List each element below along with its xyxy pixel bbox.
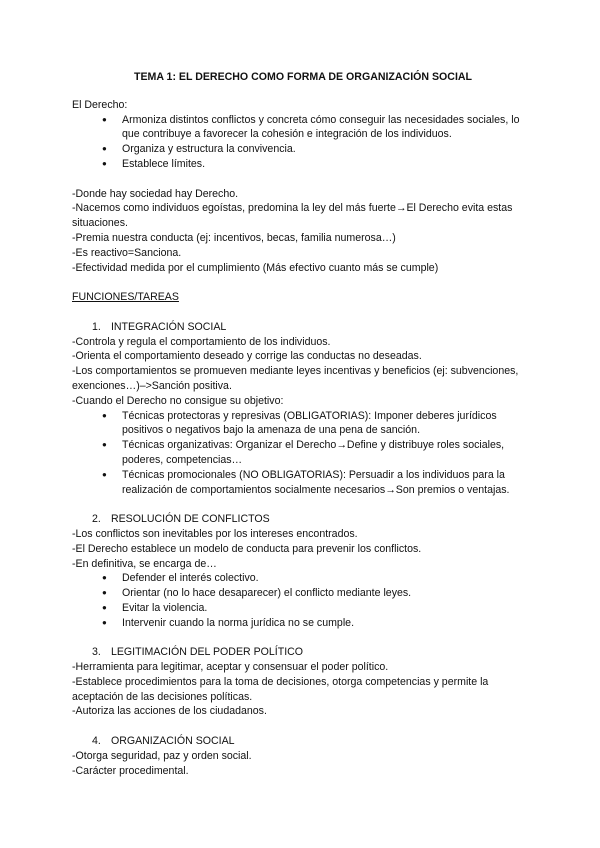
- section-bullet: ● Técnicas organizativas: Organizar el Derecho→Define y distribuye roles sociales, poderes, competencias…: [108, 438, 534, 468]
- section-line: -Orienta el comportamiento deseado y corrige las conductas no deseadas.: [72, 350, 422, 363]
- intro-bullet: ● Organiza y estructura la convivencia.: [108, 142, 534, 157]
- section-line: -Herramienta para legitimar, aceptar y consensuar el poder político.: [72, 661, 389, 674]
- section-line: -En definitiva, se encarga de…: [72, 557, 217, 570]
- section-line: -El Derecho establece un modelo de conducta para prevenir los conflictos.: [72, 542, 422, 555]
- section-line: -Establece procedimientos para la toma de decisiones, otorga competencias y permite la aceptación de las decisiones políticas.: [72, 675, 489, 703]
- note-line: -Efectividad medida por el cumplimiento (Más efectivo cuanto más se cumple): [72, 261, 439, 274]
- section-bullet: ● Evitar la violencia.: [108, 601, 534, 616]
- section-line: -Autoriza las acciones de los ciudadanos.: [72, 705, 267, 718]
- section-heading-legitimacion: [72, 645, 534, 660]
- note-line: -Es reactivo=Sanciona.: [72, 246, 182, 259]
- intro-bullet-list: [72, 113, 534, 172]
- section-title: RESOLUCIÓN DE CONFLICTOS: [110, 513, 270, 526]
- intro-bullet: ● Establece límites.: [108, 157, 534, 172]
- section-number: 1.: [92, 320, 101, 333]
- section-line: -Otorga seguridad, paz y orden social.: [72, 749, 252, 762]
- section-bullet: ● Defender el interés colectivo.: [108, 571, 534, 586]
- section-number: 4.: [92, 735, 101, 748]
- note-line: -Nacemos como individuos egoístas, predomina la ley del más fuerte→El Derecho evita estas situaciones.: [72, 202, 513, 230]
- section-title: LEGITIMACIÓN DEL PODER POLÍTICO: [110, 646, 304, 659]
- section-bullet-list: [72, 409, 534, 498]
- section-bullet: ● Técnicas promocionales (NO OBLIGATORIAS): Persuadir a los individuos para la realización de comportamientos socialmente necesarios→Son premios o ventajas.: [108, 468, 534, 498]
- section-number: 3.: [92, 646, 101, 659]
- intro-bullet: ● Armoniza distintos conflictos y concreta cómo conseguir las necesidades sociales, lo que contribuye a favorecer la cohesión e integración de los individuos.: [108, 113, 534, 143]
- section-line: -Los conflictos son inevitables por los intereses encontrados.: [72, 527, 358, 540]
- section-title: ORGANIZACIÓN SOCIAL: [110, 735, 235, 748]
- section-heading-organizacion: [72, 734, 534, 749]
- section-line: -Controla y regula el comportamiento de los individuos.: [72, 335, 331, 348]
- section-heading-integracion: [72, 320, 534, 335]
- note-line: -Donde hay sociedad hay Derecho.: [72, 187, 239, 200]
- section-bullet: ● Técnicas protectoras y represivas (OBLIGATORIAS): Imponer deberes jurídicos positivos o negativos bajo la amenaza de una pena de sanción.: [108, 409, 534, 439]
- funciones-heading: FUNCIONES/TAREAS: [72, 291, 179, 304]
- intro-heading: El Derecho:: [72, 98, 128, 111]
- section-number: 2.: [92, 513, 101, 526]
- section-line: -Los comportamientos se promueven mediante leyes incentivas y beneficios (ej: subvenciones, exenciones…)–>Sanción positiva.: [72, 365, 519, 392]
- note-line: -Premia nuestra conducta (ej: incentivos, becas, familia numerosa…): [72, 231, 396, 244]
- section-bullet: ● Orientar (no lo hace desaparecer) el conflicto mediante leyes.: [108, 586, 534, 601]
- section-title: INTEGRACIÓN SOCIAL: [110, 320, 227, 333]
- section-bullet: ● Intervenir cuando la norma jurídica no se cumple.: [108, 616, 534, 631]
- section-bullet-list: [72, 571, 534, 630]
- section-line: -Cuando el Derecho no consigue su objetivo:: [72, 394, 284, 407]
- document-title: TEMA 1: EL DERECHO COMO FORMA DE ORGANIZACIÓN SOCIAL: [133, 71, 473, 83]
- section-line: -Carácter procedimental.: [72, 764, 189, 777]
- section-heading-resolucion: [72, 512, 534, 527]
